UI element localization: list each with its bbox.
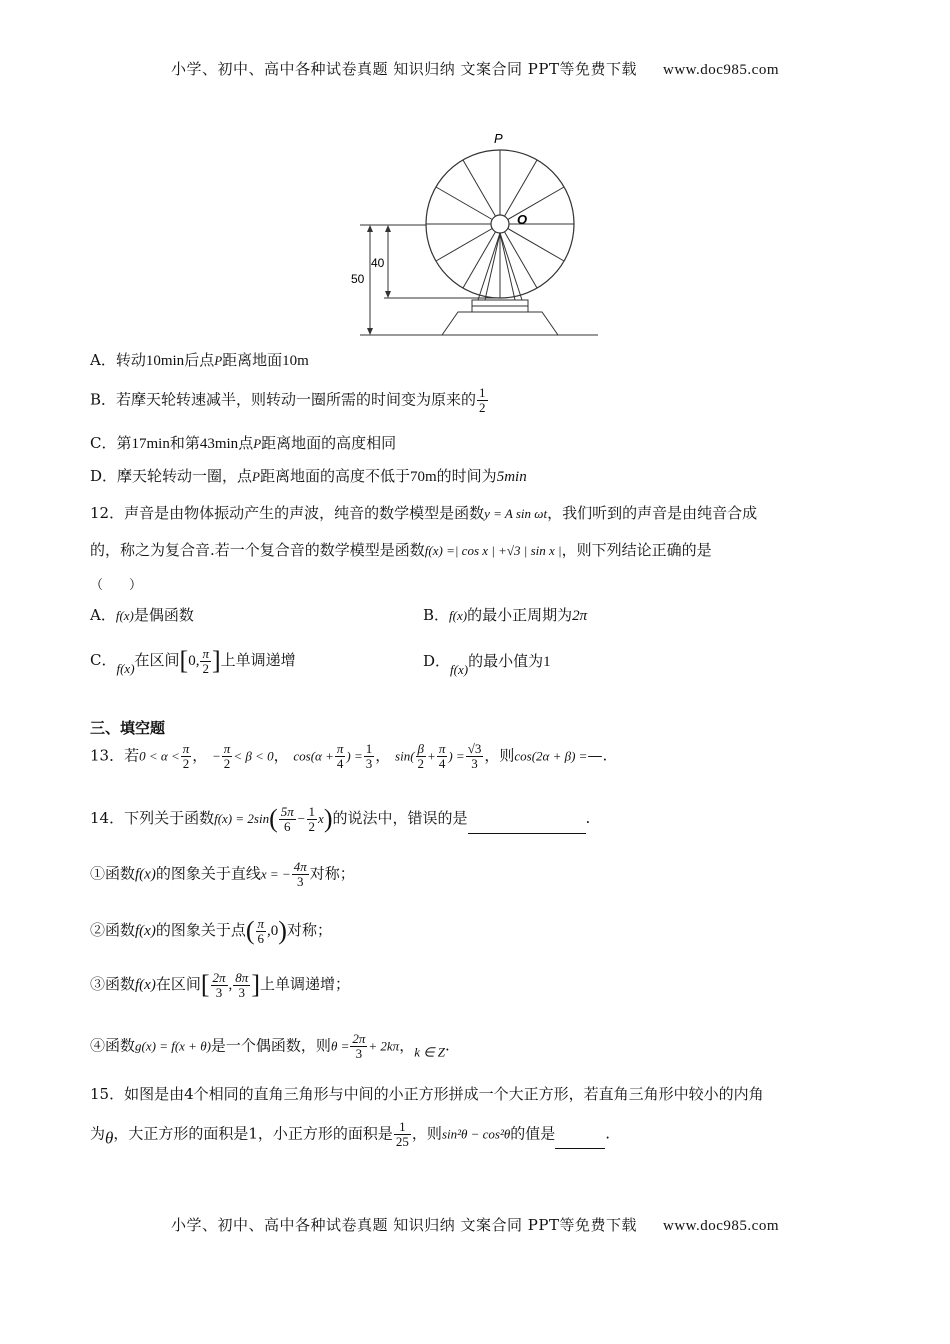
label-50: 50 xyxy=(351,272,365,286)
q12-option-a: A．f(x)是偶函数 xyxy=(90,606,194,624)
page-footer xyxy=(0,1214,950,1235)
q11-option-b: B．若摩天轮转速减半，则转动一圈所需的时间变为原来的 $\frac{1}{2}$ xyxy=(90,385,486,415)
q12-line1: 12．声音是由物体振动产生的声波，纯音的数学模型是函数y = A sin ωt，我们听到的声音是由纯音合成 xyxy=(90,504,758,522)
q12-line2: 的，称之为复合音.若一个复合音的数学模型是函数f(x) =| cos x | +√3 | sin x |，则下列结论正确的是 xyxy=(90,541,712,559)
label-40: 40 xyxy=(371,256,385,270)
q14-statement-1: ①函数f(x)的图象关于直线x = − $\frac{4\pi}{3}$ 对称； xyxy=(90,859,355,889)
q14-statement-4: ④函数g(x) = f(x + θ)是一个偶函数，则θ = $\frac{2\pi}{3}$ + 2kπ，k ∈ Z. xyxy=(90,1031,450,1061)
q12-answer-paren: （ ） xyxy=(90,578,143,593)
q13: 13．若0 < α < $\frac{\pi}{2}$ ， − $\frac{\pi}{2}$ < β < 0， cos(α + $\frac{\pi}{4}$ ) = $\frac{1}{3}$ ， sin( $\frac{\beta}{2}$ + $\frac{\pi}{4}$ ) = $\frac{√3}{3}$ ，则cos(2α + β) =—. xyxy=(90,741,608,771)
q15-line1: 15．如图是由4个相同的直角三角形与中间的小正方形拼成一个大正方形，若直角三角形中较小的内角 xyxy=(90,1085,764,1103)
dimension-arrows xyxy=(367,225,391,335)
q14-stem: 14．下列关于函数f(x) = 2sin( $\frac{5\pi}{6}$ − $\frac{1}{2}$ x)的说法中，错误的是 . xyxy=(90,803,591,834)
q14-answer-blank[interactable] xyxy=(468,833,586,834)
q12-option-c: C．f(x)在区间[0, $\frac{\pi}{2}$ ]上单调递增 xyxy=(90,645,296,676)
q12-option-d: D．f(x)的最小值为1 xyxy=(423,652,551,677)
fraction: $\frac{1}{2}$ xyxy=(479,385,486,415)
footer-text: 小学、初中、高中各种试卷真题 知识归纳 文案合同 PPT等免费下载 xyxy=(170,1216,637,1234)
page-header xyxy=(0,58,950,79)
wheel-hub xyxy=(491,215,509,233)
dimension-lines xyxy=(360,225,500,332)
section-title: 三、填空题 xyxy=(90,719,166,737)
label-o: O xyxy=(517,212,528,227)
q11-option-c: C．第17min和第43min点P距离地面的高度相同 xyxy=(90,434,397,452)
q15-answer-blank[interactable] xyxy=(555,1148,605,1149)
q13-answer-blank[interactable]: — xyxy=(587,746,603,765)
label-p: P xyxy=(494,131,503,146)
q11-option-d: D．摩天轮转动一圈，点P距离地面的高度不低于70m的时间为5min xyxy=(90,467,527,485)
q11-option-a: A．转动10min后点P距离地面10m xyxy=(90,351,309,369)
header-url[interactable]: www.doc985.com xyxy=(662,62,779,78)
ferris-wheel-figure xyxy=(340,128,610,340)
q12-option-b: B．f(x)的最小正周期为2π xyxy=(423,606,588,624)
header-text: 小学、初中、高中各种试卷真题 知识归纳 文案合同 PPT等免费下载 xyxy=(170,60,637,78)
q15-line2: 为θ，大正方形的面积是1，小正方形的面积是 $\frac{1}{25}$ ，则sin²θ − cos²θ的值是 . xyxy=(90,1119,611,1149)
q14-statement-2: ②函数f(x)的图象关于点( $\frac{\pi}{6}$ ,0)对称； xyxy=(90,915,332,946)
q14-statement-3: ③函数f(x)在区间[ $\frac{2\pi}{3}$ , $\frac{8\pi}{3}$ ]上单调递增； xyxy=(90,969,350,1000)
footer-url[interactable]: www.doc985.com xyxy=(662,1218,779,1234)
